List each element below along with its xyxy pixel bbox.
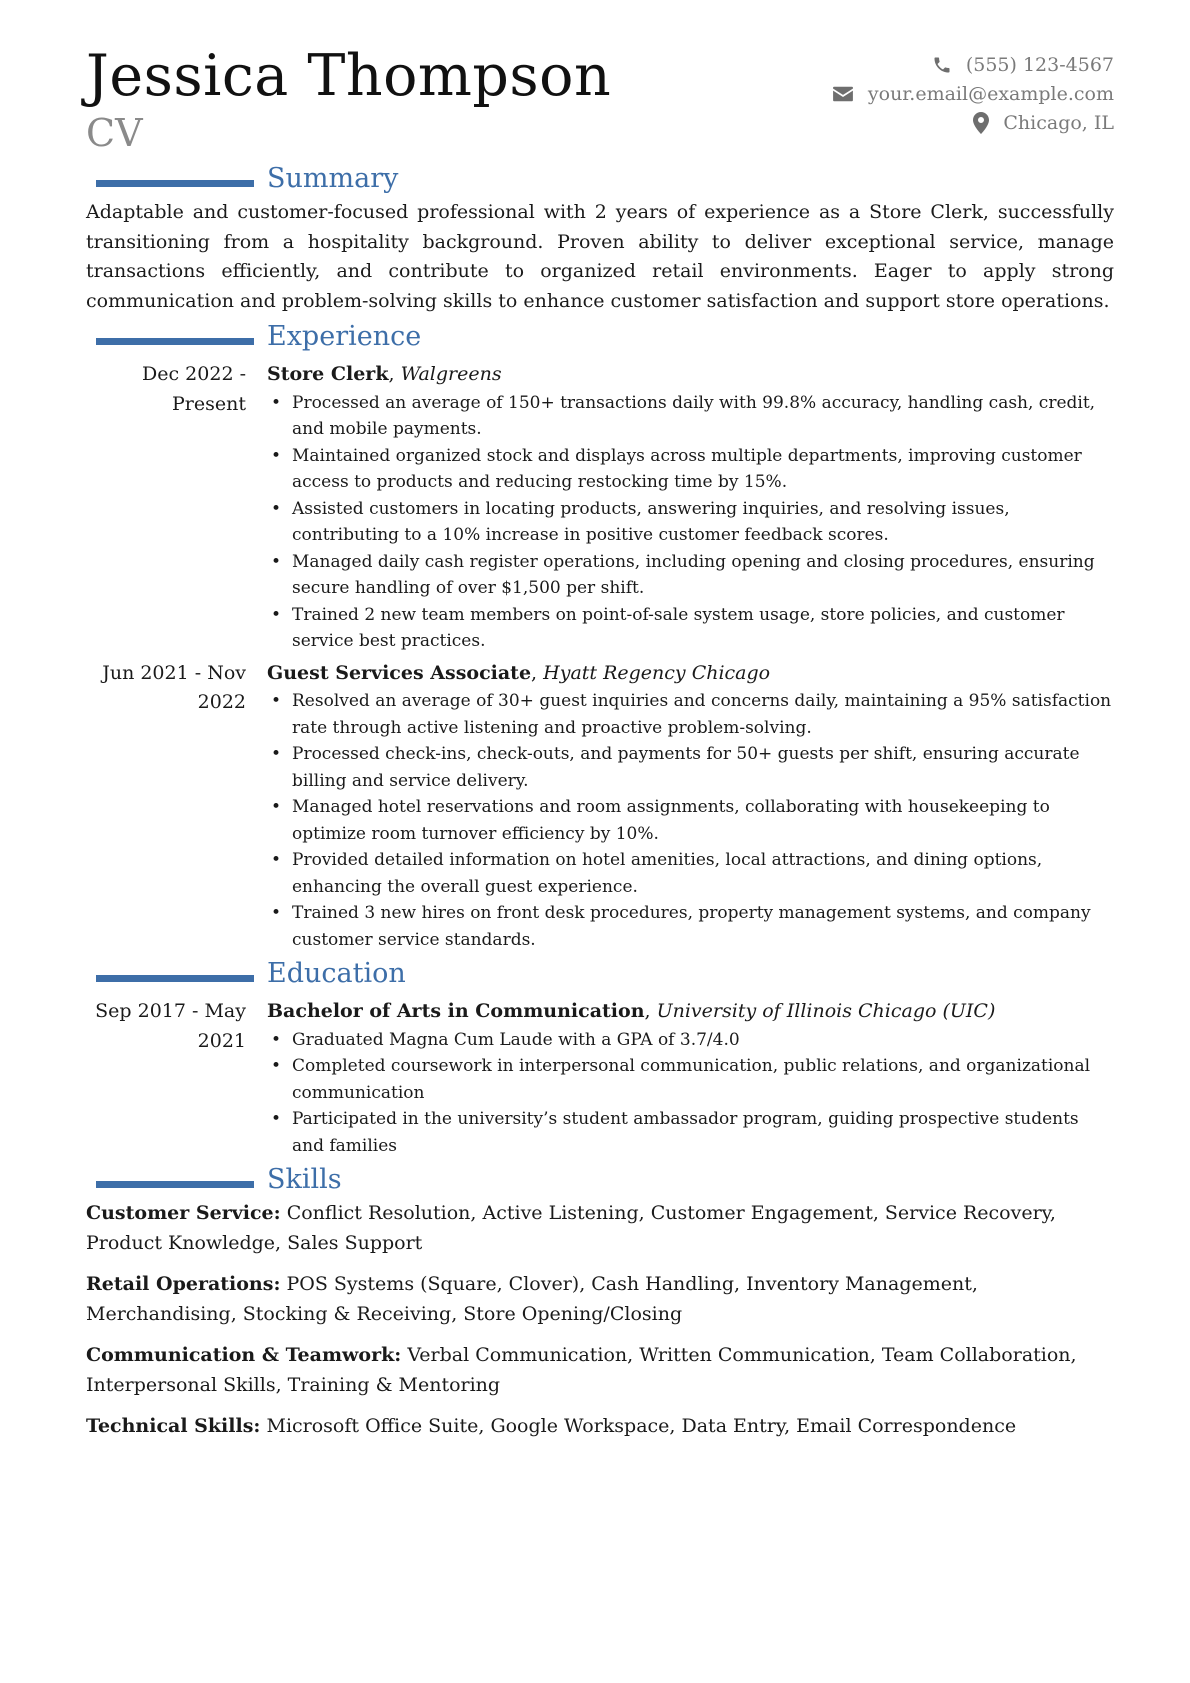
section-accent-bar xyxy=(96,1181,254,1188)
bullet-item: • Processed an average of 150+ transactions daily with 99.8% accuracy, handling cash, credit, and mobile payments. xyxy=(267,390,1114,443)
envelope-icon xyxy=(832,85,854,103)
entry-heading: Guest Services Associate, Hyatt Regency Chicago xyxy=(267,661,771,684)
candidate-name: Jessica Thompson xyxy=(86,43,612,109)
entry-body xyxy=(267,659,1114,954)
bullet-item: • Participated in the university’s student ambassador program, guiding prospective students and families xyxy=(267,1106,1114,1159)
entry-organization: Hyatt Regency Chicago xyxy=(543,661,771,684)
bullet-item: • Graduated Magna Cum Laude with a GPA of 3.7/4.0 xyxy=(267,1027,1114,1054)
degree-name: Bachelor of Arts in Communication xyxy=(267,1000,645,1022)
location-text: Chicago, IL xyxy=(1003,111,1114,134)
skill-category: Customer Service: xyxy=(86,1202,281,1224)
bullet-item: • Trained 2 new team members on point-of-sale system usage, store policies, and customer service best practices. xyxy=(267,602,1114,655)
skill-items: POS Systems (Square, Clover), Cash Handling, Inventory Management, Merchandising, Stocking & Receiving, Store Opening/Closing xyxy=(86,1273,978,1325)
bullet-item: • Managed hotel reservations and room assignments, collaborating with housekeeping to optimize room turnover efficiency by 10%. xyxy=(267,794,1114,847)
contact-phone xyxy=(832,50,1114,79)
entry-date: Jun 2021 - Nov 2022 xyxy=(102,661,246,713)
section-accent-bar xyxy=(96,975,254,982)
bullet-item: • Provided detailed information on hotel amenities, local attractions, and dining options, enhancing the overall guest experience. xyxy=(267,847,1114,900)
entry-organization: Walgreens xyxy=(400,363,502,385)
entry-bullets xyxy=(267,688,1114,953)
bullet-item: • Managed daily cash register operations, including opening and closing procedures, ensuring secure handling of over $1,500 per shift. xyxy=(267,549,1114,602)
experience-title: Experience xyxy=(267,321,422,352)
entry-bullets xyxy=(267,1027,1114,1160)
education-title: Education xyxy=(267,958,406,989)
bullet-item: • Processed check-ins, check-outs, and payments for 50+ guests per shift, ensuring accurate billing and service delivery. xyxy=(267,741,1114,794)
entry-heading: Bachelor of Arts in Communication, University of Illinois Chicago (UIC) xyxy=(267,1000,996,1022)
entry-role: Guest Services Associate xyxy=(267,661,532,684)
email-link[interactable]: your.email@example.com xyxy=(867,82,1114,105)
bullet-item: • Completed coursework in interpersonal communication, public relations, and organizational communication xyxy=(267,1053,1114,1106)
skill-group xyxy=(86,1199,1114,1258)
entry-body xyxy=(267,360,1114,655)
entry-heading: Store Clerk, Walgreens xyxy=(267,363,502,385)
section-accent-bar xyxy=(96,338,254,345)
skills-title: Skills xyxy=(267,1164,342,1195)
skill-items: Verbal Communication, Written Communication, Team Collaboration, Interpersonal Skills, Training & Mentoring xyxy=(86,1344,1077,1396)
contact-location xyxy=(832,108,1114,137)
skill-items: Microsoft Office Suite, Google Workspace, Data Entry, Email Correspondence xyxy=(266,1415,1017,1437)
skill-category: Retail Operations: xyxy=(86,1273,281,1295)
skill-group xyxy=(86,1412,1114,1442)
experience-entry xyxy=(86,659,1114,954)
bullet-item: • Resolved an average of 30+ guest inquiries and concerns daily, maintaining a 95% satisfaction rate through active listening and proactive problem-solving. xyxy=(267,688,1114,741)
resume-page xyxy=(86,40,1114,1454)
experience-section-header xyxy=(86,322,1114,356)
summary-title: Summary xyxy=(267,163,399,194)
skill-category: Technical Skills: xyxy=(86,1415,261,1437)
entry-role: Store Clerk xyxy=(267,363,389,385)
skill-group xyxy=(86,1341,1114,1400)
skill-group xyxy=(86,1270,1114,1329)
phone-icon xyxy=(932,55,952,75)
bullet-item: • Assisted customers in locating products, answering inquiries, and resolving issues, contributing to a 10% increase in positive customer feedback scores. xyxy=(267,496,1114,549)
resume-header xyxy=(86,40,1114,158)
phone-number: (555) 123-4567 xyxy=(965,53,1114,76)
institution-name: University of Illinois Chicago (UIC) xyxy=(656,1000,996,1022)
map-marker-icon xyxy=(973,112,989,134)
summary-section-header xyxy=(86,164,1114,198)
skill-category: Communication & Teamwork: xyxy=(86,1344,402,1366)
contact-email xyxy=(832,79,1114,108)
entry-body xyxy=(267,997,1114,1159)
experience-entry xyxy=(86,360,1114,655)
entry-date: Dec 2022 - Present xyxy=(142,363,246,415)
education-entry xyxy=(86,997,1114,1159)
document-type: CV xyxy=(86,111,143,155)
skills-section-header xyxy=(86,1165,1114,1199)
entry-date: Sep 2017 - May 2021 xyxy=(95,1000,246,1052)
summary-text: Adaptable and customer-focused professional with 2 years of experience as a Store Clerk, successfully transitioning from a hospitality background. Proven ability to deliver exceptional service, manage transactions efficiently, and contribute to organized retail environments. Eager to apply strong communication and problem-solving skills to enhance customer satisfaction and support store operations. xyxy=(86,201,1114,312)
bullet-item: • Maintained organized stock and displays across multiple departments, improving customer access to products and reducing restocking time by 15%. xyxy=(267,443,1114,496)
education-section-header xyxy=(86,959,1114,993)
contact-block xyxy=(832,50,1114,137)
skill-items: Conflict Resolution, Active Listening, Customer Engagement, Service Recovery, Product Knowledge, Sales Support xyxy=(86,1202,1056,1254)
bullet-item: • Trained 3 new hires on front desk procedures, property management systems, and company customer service standards. xyxy=(267,900,1114,953)
entry-bullets xyxy=(267,390,1114,655)
section-accent-bar xyxy=(96,180,254,187)
